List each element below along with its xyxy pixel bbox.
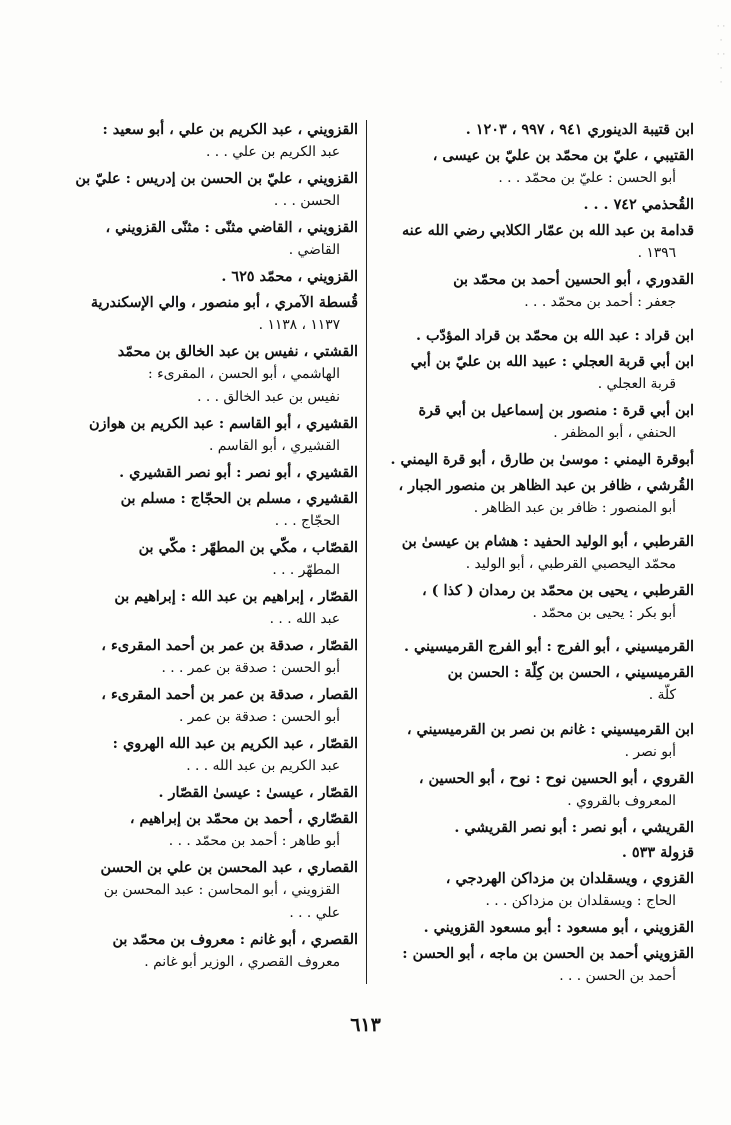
- index-entry: [374, 399, 694, 445]
- index-entry: [56, 265, 358, 288]
- entry-heading: القصّار ، صدقة بن عمر بن أحمد المقرىء ،: [101, 636, 358, 654]
- entry-heading: قزولة ٥٣٣ .: [621, 844, 694, 862]
- index-entry: [374, 268, 694, 314]
- index-entry: [56, 167, 358, 213]
- index-entry: [56, 807, 358, 853]
- page-number: ٦١٣: [350, 1014, 381, 1036]
- index-entry: [374, 324, 694, 347]
- entry-heading: القزوي ، ويسقلدان بن مزداكن الهردجي ،: [445, 870, 694, 888]
- entry-heading: القروي ، أبو الحسين نوح : نوح ، أبو الحسين ،: [418, 769, 694, 787]
- index-entry: [374, 841, 694, 864]
- entry-reference: أبو بكر : يحيى بن محمّد .: [532, 605, 676, 622]
- entry-reference: قربة العجلي .: [597, 376, 676, 392]
- entry-heading: قدامة بن عبد الله بن عمّار الكلابي رضي الله عنه: [401, 221, 694, 239]
- index-entry: [374, 767, 694, 813]
- index-entry: [56, 536, 358, 582]
- entry-reference: عبد الله . . .: [269, 611, 340, 627]
- entry-heading: القزويني ، أبو مسعود : أبو مسعود القزويني .: [423, 919, 694, 937]
- entry-reference: الحجّاج . . .: [274, 513, 340, 529]
- entry-heading: القصّار ، عيسىٰ : عيسىٰ القصّار .: [158, 783, 358, 801]
- left-column: [56, 118, 358, 975]
- index-entry: [56, 781, 358, 804]
- entry-heading: أبوقرة اليمني : موسىٰ بن طارق ، أبو قرة اليمني .: [390, 450, 694, 468]
- entry-heading: ابن قراد : عبد الله بن محمّد بن قراد المؤدّب .: [415, 327, 694, 344]
- index-entry: [56, 634, 358, 680]
- entry-reference: الحنفي ، أبو المظفر .: [553, 425, 676, 441]
- index-entry: [374, 718, 694, 764]
- entry-reference: المعروف بالقروي .: [567, 792, 676, 809]
- index-entry: [56, 683, 358, 729]
- index-entry: [56, 585, 358, 631]
- index-entry: [56, 461, 358, 484]
- index-entry: [56, 340, 358, 410]
- entry-heading: ابن القرميسيني : غانم بن نصر بن القرميسيني ،: [406, 720, 694, 738]
- index-entry: [374, 474, 694, 520]
- entry-reference: أبو نصر .: [624, 743, 676, 760]
- entry-reference: القاضي .: [288, 242, 340, 259]
- entry-reference: الهاشمي ، أبو الحسن ، المقرىء :: [148, 366, 340, 382]
- entry-heading: القتيبي ، عليّ بن محمّد بن عليّ بن عيسى ،: [432, 146, 694, 164]
- index-entry: [374, 916, 694, 939]
- index-entry: [374, 942, 694, 988]
- margin-marks: · · · · · · ·: [716, 22, 726, 88]
- index-entry: [374, 661, 694, 707]
- entry-reference: ١١٣٧ ، ١١٣٨ .: [258, 317, 340, 333]
- entry-heading: القشيري ، أبو القاسم : عبد الكريم بن هوازن: [88, 415, 358, 432]
- entry-heading: القرطبي ، يحيى بن محمّد بن رمدان ( كذا ) ،: [421, 582, 694, 599]
- entry-reference: كلّة .: [648, 687, 676, 704]
- entry-heading: القصّاب ، مكّي بن المطهّر : مكّي بن: [138, 538, 358, 556]
- entry-reference: عبد الكريم بن عبد الله . . .: [186, 758, 340, 774]
- entry-reference: عبد الكريم بن علي . . .: [205, 144, 340, 161]
- entry-heading: القزويني ، عليّ بن الحسن بن إدريس : عليّ بن: [75, 170, 358, 187]
- entry-heading: القزويني ، عبد الكريم بن علي ، أبو سعيد :: [102, 121, 358, 138]
- entry-reference: معروف القصري ، الوزير أبو غانم .: [144, 954, 340, 970]
- entry-heading: ابن أبي قرة : منصور بن إسماعيل بن أبي قرة: [418, 401, 694, 419]
- column-divider: [366, 120, 367, 984]
- entry-heading: القصّار ، عبد الكريم بن عبد الله الهروي :: [112, 734, 358, 752]
- index-entry: [56, 928, 358, 974]
- entry-heading: القزويني أحمد بن الحسن بن ماجه ، أبو الحسن :: [402, 945, 694, 962]
- entry-heading: القريشي ، أبو نصر : أبو نصر القريشي .: [454, 818, 694, 836]
- entry-reference: الحسن . . .: [273, 193, 340, 210]
- entry-heading: القصار ، صدقة بن عمر بن أحمد المقرىء ،: [101, 685, 358, 703]
- index-entry: [374, 867, 694, 913]
- entry-heading: القزويني ، القاضي مثنّى : مثنّى القزويني ،: [105, 219, 358, 236]
- index-entry: [56, 291, 358, 337]
- index-entry: [56, 216, 358, 262]
- index-entry: [374, 816, 694, 839]
- entry-heading: القصاري ، عبد المحسن بن علي بن الحسن: [100, 858, 358, 876]
- entry-heading: القدوري ، أبو الحسين أحمد بن محمّد بن: [453, 270, 694, 288]
- entry-reference: أبو طاهر : أحمد بن محمّد . . .: [168, 832, 340, 849]
- entry-reference: ١٣٩٦ .: [637, 244, 676, 261]
- entry-heading: القرطبي ، أبو الوليد الحفيد : هشام بن عيسىٰ بن: [401, 533, 694, 550]
- index-entry: [374, 193, 694, 216]
- entry-reference: أحمد بن الحسن . . .: [559, 968, 676, 985]
- index-entry: [56, 118, 358, 164]
- entry-heading: القشيري ، مسلم بن الحجّاج : مسلم بن: [120, 489, 358, 507]
- entry-heading: القزويني ، محمّد ٦٢٥ .: [221, 268, 358, 285]
- entry-heading: قُسطة الآمري ، أبو منصور ، والي الإسكندرية: [90, 293, 358, 311]
- index-entry: [56, 412, 358, 458]
- entry-heading: القُحذمي ٧٤٢ . . .: [583, 195, 694, 213]
- entry-reference: أبو الحسن : صدقة بن عمر .: [178, 709, 340, 725]
- index-entry: [374, 579, 694, 625]
- entry-heading: ابن قتيبة الدينوري ٩٤١ ، ٩٩٧ ، ١٢٠٣ .: [465, 121, 694, 138]
- entry-heading: القشتي ، نفيس بن عبد الخالق بن محمّد: [117, 342, 358, 360]
- entry-reference: علي . . .: [289, 905, 340, 921]
- index-entry: [56, 856, 358, 926]
- entry-heading: القصّاري ، أحمد بن محمّد بن إبراهيم ،: [129, 809, 358, 827]
- entry-heading: القُرشي ، ظافر بن عبد الظاهر بن منصور الجبار ،: [398, 476, 694, 494]
- index-entry: [56, 732, 358, 778]
- right-column: [374, 118, 694, 985]
- entry-heading: القشيري ، أبو نصر : أبو نصر القشيري .: [119, 464, 358, 481]
- entry-heading: القصّار ، إبراهيم بن عبد الله : إبراهيم بن: [114, 587, 358, 605]
- entry-reference: محمّد اليحصبي القرطبي ، أبو الوليد .: [465, 556, 676, 573]
- entry-reference: نفيس بن عبد الخالق . . .: [197, 389, 340, 406]
- entry-reference: الحاج : ويسقلدان بن مزداكن . . .: [485, 893, 676, 910]
- entry-reference: جعفر : أحمد بن محمّد . . .: [524, 293, 676, 310]
- index-entry: [374, 530, 694, 576]
- index-entry: [374, 144, 694, 190]
- index-entry: [374, 635, 694, 658]
- index-entry: [374, 448, 694, 471]
- entry-reference: القزويني ، أبو المحاسن : عبد المحسن بن: [103, 881, 340, 898]
- entry-reference: أبو الحسن : صدقة بن عمر . . .: [161, 660, 340, 676]
- index-entry: [56, 487, 358, 533]
- entry-reference: أبو الحسن : عليّ بن محمّد . . .: [498, 170, 676, 186]
- entry-heading: القرميسيني ، الحسن بن كِلّة : الحسن بن: [447, 664, 694, 682]
- entry-reference: القشيري ، أبو القاسم .: [208, 438, 340, 455]
- entry-heading: القصري ، أبو غانم : معروف بن محمّد بن: [112, 930, 358, 948]
- entry-reference: المطهّر . . .: [272, 562, 340, 578]
- index-entry: [374, 350, 694, 396]
- entry-heading: القرميسيني ، أبو الفرج : أبو الفرج القرميسيني .: [403, 638, 694, 656]
- entry-heading: ابن أبي قربة العجلي : عبيد الله بن عليّ بن أبي: [410, 352, 694, 370]
- index-entry: [374, 118, 694, 141]
- entry-reference: أبو المنصور : ظافر بن عبد الظاهر .: [473, 499, 676, 516]
- index-entry: [374, 219, 694, 265]
